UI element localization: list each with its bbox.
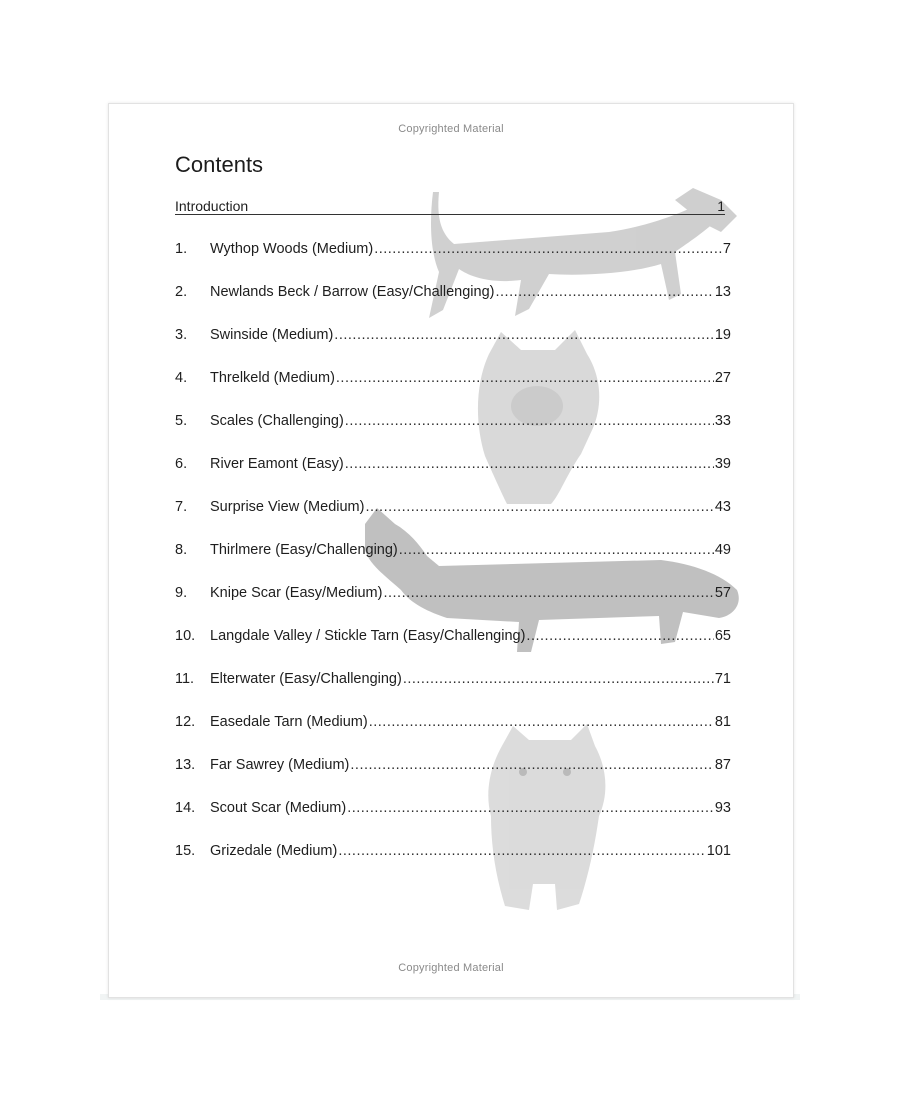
toc-entry-4[interactable]: [175, 366, 731, 386]
toc-entry-11[interactable]: [175, 667, 731, 687]
toc-entry-1[interactable]: [175, 237, 731, 257]
toc-entry-3[interactable]: [175, 323, 731, 343]
toc-entry-13[interactable]: [175, 753, 731, 773]
toc-leader-dots: [347, 800, 714, 816]
toc-entry-title: Swinside (Medium): [210, 327, 334, 343]
toc-leader-dots: [350, 757, 713, 773]
toc-entry-14[interactable]: [175, 796, 731, 816]
toc-entry-number: 4.: [175, 370, 188, 386]
toc-entry-page: 49: [714, 542, 731, 558]
toc-leader-dots: [365, 499, 713, 515]
toc-entry-page: 7: [722, 241, 731, 257]
toc-entry-page: 19: [714, 327, 731, 343]
contents-title: Contents: [175, 152, 264, 177]
toc-entry-15[interactable]: [175, 839, 731, 859]
toc-entry-title: Knipe Scar (Easy/Medium): [210, 585, 383, 601]
toc-entry-2[interactable]: [175, 280, 731, 300]
toc-leader-dots: [403, 671, 714, 687]
toc-entry-number: 10.: [175, 628, 196, 644]
toc-leader-dots: [496, 284, 714, 300]
toc-entry-5[interactable]: [175, 409, 731, 429]
document-page: [108, 103, 794, 998]
toc-entry-title: Threlkeld (Medium): [210, 370, 335, 386]
toc-entry-page: 101: [706, 843, 731, 859]
toc-entry-number: 8.: [175, 542, 188, 558]
toc-entry-number: 6.: [175, 456, 188, 472]
toc-entry-number: 7.: [175, 499, 188, 515]
toc-entry-page: 13: [714, 284, 731, 300]
toc-entry-title: Grizedale (Medium): [210, 843, 338, 859]
toc-entry-page: 33: [714, 413, 731, 429]
toc-entry-title: Langdale Valley / Stickle Tarn (Easy/Challenging): [210, 628, 526, 644]
toc-entry-number: 14.: [175, 800, 196, 816]
footer-copyright-watermark: Copyrighted Material: [398, 962, 504, 974]
toc-entry-title: River Eamont (Easy): [210, 456, 344, 472]
toc-entry-page: 93: [714, 800, 731, 816]
toc-entry-title: Surprise View (Medium): [210, 499, 365, 515]
toc-entry-number: 15.: [175, 843, 196, 859]
toc-entry-10[interactable]: [175, 624, 731, 644]
toc-leader-dots: [526, 628, 713, 644]
toc-leader-dots: [334, 327, 714, 343]
toc-entry-page: 81: [714, 714, 731, 730]
toc-entry-page: 71: [714, 671, 731, 687]
toc-entry-number: 3.: [175, 327, 188, 343]
toc-entry-number: 2.: [175, 284, 188, 300]
header-copyright-watermark: Copyrighted Material: [398, 123, 504, 135]
toc-leader-dots: [374, 241, 722, 257]
toc-entry-number: 5.: [175, 413, 188, 429]
toc-entry-title: Scales (Challenging): [210, 413, 344, 429]
toc-entry-title: Thirlmere (Easy/Challenging): [210, 542, 398, 558]
toc-entry-number: 1.: [175, 241, 188, 257]
toc-entry-number: 9.: [175, 585, 188, 601]
toc-entry-title: Scout Scar (Medium): [210, 800, 347, 816]
toc-entry-8[interactable]: [175, 538, 731, 558]
toc-leader-dots: [383, 585, 713, 601]
toc-entry-title: Wythop Woods (Medium): [210, 241, 374, 257]
toc-entry-page: 57: [714, 585, 731, 601]
toc-entry-page: 87: [714, 757, 731, 773]
toc-leader-dots: [338, 843, 705, 859]
toc-entry-page: 27: [714, 370, 731, 386]
toc-entry-number: 11.: [175, 671, 195, 687]
toc-entry-6[interactable]: [175, 452, 731, 472]
toc-leader-dots: [336, 370, 714, 386]
toc-leader-dots: [369, 714, 714, 730]
toc-entry-number: 13.: [175, 757, 196, 773]
toc-entry-page: 39: [714, 456, 731, 472]
toc-leader-dots: [345, 456, 714, 472]
toc-entry-12[interactable]: [175, 710, 731, 730]
toc-entry-number: 12.: [175, 714, 196, 730]
toc-entry-page: 43: [714, 499, 731, 515]
toc-entry-title: Far Sawrey (Medium): [210, 757, 350, 773]
westie-dog-illustration: [488, 724, 605, 910]
toc-introduction-page: 1: [717, 198, 725, 214]
toc-entry-7[interactable]: [175, 495, 731, 515]
toc-leader-dots: [345, 413, 714, 429]
toc-entry-title: Easedale Tarn (Medium): [210, 714, 368, 730]
toc-entry-title: Newlands Beck / Barrow (Easy/Challenging): [210, 284, 495, 300]
toc-introduction-row[interactable]: [175, 196, 725, 215]
toc-entry-page: 65: [714, 628, 731, 644]
toc-introduction-label: Introduction: [175, 198, 249, 214]
toc-leader-dots: [399, 542, 714, 558]
toc-entry-title: Elterwater (Easy/Challenging): [210, 671, 402, 687]
toc-entry-9[interactable]: [175, 581, 731, 601]
